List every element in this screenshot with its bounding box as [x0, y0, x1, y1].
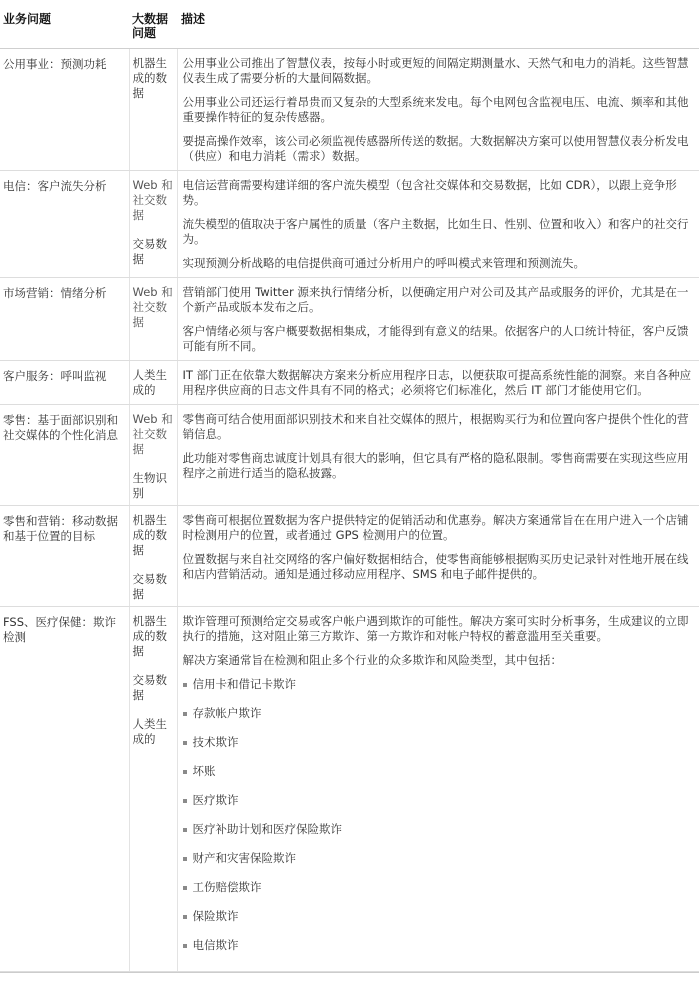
data-type: 人类生成的	[132, 368, 167, 397]
list-item-label: 财产和灾害保险欺诈	[192, 851, 296, 865]
table-row	[0, 361, 699, 405]
table-row	[0, 506, 699, 607]
business-problem-cell: 零售：基于面部识别和社交媒体的个性化消息	[0, 405, 129, 506]
bullet-icon	[183, 944, 187, 948]
description-paragraph: 此功能对零售商忠诚度计划具有很大的影响，但它具有严格的隐私限制。零售商需要在实现这些应用程序之前进行适当的隐私披露。	[182, 451, 689, 480]
bullet-icon	[183, 799, 187, 803]
description-paragraph: 零售商可根据位置数据为客户提供特定的促销活动和优惠券。解决方案通常旨在在用户进入一个店铺时检测用户的位置，或者通过 GPS 检测用户的位置。	[182, 513, 689, 542]
list-item	[183, 851, 696, 880]
list-item-label: 工伤赔偿欺诈	[192, 880, 262, 894]
list-item	[183, 677, 696, 706]
description-cell	[177, 361, 699, 405]
business-problem-cell: FSS、医疗保健：欺诈检测	[0, 607, 129, 972]
data-type-cell	[129, 278, 177, 361]
bullet-icon	[183, 741, 187, 745]
list-item-label: 保险欺诈	[192, 909, 239, 923]
list-item	[183, 909, 696, 938]
data-type: 交易数据	[132, 237, 167, 266]
list-item	[183, 880, 696, 909]
bullet-icon	[183, 712, 187, 716]
data-type: 机器生成的数据	[132, 56, 167, 100]
description-paragraph: 公用事业公司推出了智慧仪表，按每小时或更短的间隔定期测量水、天然气和电力的消耗。这些智慧仪表生成了需要分析的大量间隔数据。	[182, 56, 689, 85]
table-bottom-border	[0, 972, 699, 973]
list-item-label: 存款帐户欺诈	[192, 706, 262, 720]
data-type: Web 和社交数据	[132, 285, 173, 329]
business-problem-cell: 电信：客户流失分析	[0, 171, 129, 278]
list-item	[183, 764, 696, 793]
list-item-label: 坏账	[192, 764, 216, 778]
description-paragraph: 解决方案通常旨在检测和阻止多个行业的众多欺诈和风险类型，其中包括：	[182, 653, 562, 667]
data-type-cell	[129, 405, 177, 506]
description-paragraph: 客户情绪必须与客户概要数据相集成，才能得到有意义的结果。依据客户的人口统计特征，客户反馈可能有所不同。	[182, 324, 689, 353]
header-business-problem: 业务问题	[0, 0, 129, 49]
table-header-row	[0, 0, 699, 49]
business-problem-cell: 零售和营销：移动数据和基于位置的目标	[0, 506, 129, 607]
business-problem-cell: 客户服务：呼叫监视	[0, 361, 129, 405]
fraud-type-list	[183, 677, 696, 967]
data-type-cell	[129, 49, 177, 171]
bullet-icon	[183, 915, 187, 919]
data-type: 机器生成的数据	[132, 513, 167, 557]
table-row	[0, 405, 699, 506]
description-cell	[177, 278, 699, 361]
data-type: 交易数据	[132, 572, 167, 601]
description-cell	[177, 506, 699, 607]
list-item	[183, 793, 696, 822]
data-type: 生物识别	[132, 471, 167, 500]
description-paragraph: 营销部门使用 Twitter 源来执行情绪分析，以便确定用户对公司及其产品或服务的评价，尤其是在一个新产品或版本发布之后。	[182, 285, 689, 314]
description-paragraph: 流失模型的值取决于客户属性的质量（客户主数据，比如生日、性别、位置和收入）和客户的社交行为。	[182, 217, 689, 246]
business-problem-cell: 公用事业：预测功耗	[0, 49, 129, 171]
description-cell	[177, 171, 699, 278]
description-paragraph: 位置数据与来自社交网络的客户偏好数据相结合，使零售商能够根据购买历史记录针对性地开展在线和店内营销活动。通知是通过移动应用程序、SMS 和电子邮件提供的。	[182, 552, 689, 581]
data-type-cell	[129, 361, 177, 405]
description-paragraph: IT 部门正在依靠大数据解决方案来分析应用程序日志，以便获取可提高系统性能的洞察。来自各种应用程序供应商的日志文件具有不同的格式；必须将它们标准化，然后 IT 部门才能使用它们。	[182, 368, 692, 397]
description-paragraph: 电信运营商需要构建详细的客户流失模型（包含社交媒体和交易数据，比如 CDR），以跟上竞争形势。	[182, 178, 677, 207]
data-type: Web 和社交数据	[132, 178, 173, 222]
list-item	[183, 735, 696, 764]
data-type: 人类生成的	[132, 717, 167, 746]
list-item	[183, 706, 696, 735]
description-paragraph: 公用事业公司还运行着昂贵而又复杂的大型系统来发电。每个电网包含监视电压、电流、频率和其他重要操作特征的复杂传感器。	[182, 95, 689, 124]
business-problem-cell: 市场营销：情绪分析	[0, 278, 129, 361]
data-type-cell	[129, 607, 177, 972]
description-cell	[177, 49, 699, 171]
data-type: Web 和社交数据	[132, 412, 173, 456]
list-item	[183, 938, 696, 967]
table-row	[0, 171, 699, 278]
table-row	[0, 49, 699, 171]
description-cell	[177, 607, 699, 972]
list-item-label: 电信欺诈	[192, 938, 239, 952]
description-paragraph: 实现预测分析战略的电信提供商可通过分析用户的呼叫模式来管理和预测流失。	[182, 256, 585, 270]
list-item-label: 信用卡和借记卡欺诈	[192, 677, 296, 691]
table-row	[0, 607, 699, 972]
description-cell	[177, 405, 699, 506]
bullet-icon	[183, 857, 187, 861]
description-paragraph: 要提高操作效率，该公司必须监视传感器所传送的数据。大数据解决方案可以使用智慧仪表分析发电（供应）和电力消耗（需求）数据。	[182, 134, 689, 163]
bullet-icon	[183, 770, 187, 774]
data-type-cell	[129, 506, 177, 607]
data-type: 交易数据	[132, 673, 167, 702]
list-item-label: 医疗欺诈	[192, 793, 239, 807]
list-item-label: 医疗补助计划和医疗保险欺诈	[192, 822, 342, 836]
data-type: 机器生成的数据	[132, 614, 167, 658]
bullet-icon	[183, 886, 187, 890]
list-item	[183, 822, 696, 851]
description-paragraph: 欺诈管理可预测给定交易或客户帐户遇到欺诈的可能性。解决方案可实时分析事务，生成建议的立即执行的措施，这对阻止第三方欺诈、第一方欺诈和对帐户特权的蓄意滥用至关重要。	[182, 614, 689, 643]
header-description: 描述	[177, 0, 699, 49]
data-type-cell	[129, 171, 177, 278]
bullet-icon	[183, 828, 187, 832]
header-big-data-type: 大数据问题	[129, 0, 177, 49]
description-paragraph: 零售商可结合使用面部识别技术和来自社交媒体的照片，根据购买行为和位置向客户提供个性化的营销信息。	[182, 412, 689, 441]
list-item-label: 技术欺诈	[192, 735, 239, 749]
bullet-icon	[183, 683, 187, 687]
table-row	[0, 278, 699, 361]
